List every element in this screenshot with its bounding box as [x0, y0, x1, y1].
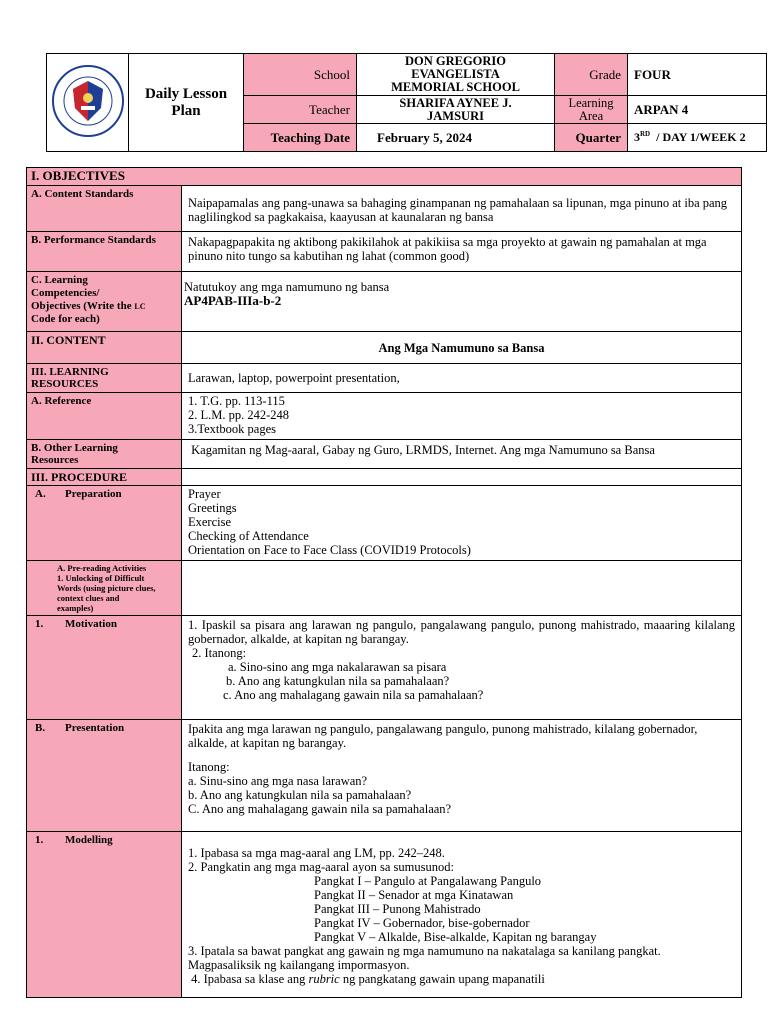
presentation-itanong: Itanong: [188, 760, 230, 774]
presentation-question: C. Ano ang mahalagang gawain nila sa pamahalaan? [188, 802, 452, 816]
header-table [46, 53, 767, 152]
presentation-label: B. Presentation [27, 720, 182, 832]
motivation-item: 1. Ipaskil sa pisara ang larawan ng pangulo, pangalawang pangulo, punong mahistrado, maaaring kilalang gobernador, alkalde, at kapitan ng barangay. [188, 618, 736, 646]
preparation-item: Exercise [188, 515, 232, 529]
school-label: School [244, 54, 357, 96]
group-item: Pangkat IV – Gobernador, bise-gobernador [314, 916, 530, 930]
procedure-heading: III. PROCEDURE [27, 469, 182, 486]
teacher-value: SHARIFA AYNEE J. JAMSURI [357, 96, 555, 124]
presentation-content [182, 720, 742, 832]
prereading-label: A. Pre-reading Activities 1. Unlocking of Difficult Words (using picture clues, context clues and examples) [27, 561, 182, 616]
modelling-content [182, 832, 742, 998]
motivation-item: 2. Itanong: [192, 646, 247, 660]
other-resources-label: B. Other Learning Resources [27, 440, 182, 469]
teacher-label: Teacher [244, 96, 357, 124]
school-value: DON GREGORIO EVANGELISTA MEMORIAL SCHOOL [357, 54, 555, 96]
quarter-label: Quarter [555, 124, 628, 152]
reference-item: 1. T.G. pp. 113-115 [188, 394, 285, 408]
other-resources-text: Kagamitan ng Mag-aaral, Gabay ng Guro, LRMDS, Internet. Ang mga Namumuno sa Bansa [182, 440, 742, 469]
lesson-plan-table [26, 167, 742, 998]
learning-area-label: Learning Area [555, 96, 628, 124]
competencies-label: C. Learning Competencies/ Objectives (Write the LC Code for each) [27, 272, 182, 332]
date-value: February 5, 2024 [357, 124, 555, 152]
performance-standards-label: B. Performance Standards [27, 232, 182, 272]
modelling-item: 2. Pangkatin ang mga mag-aaral ayon sa sumusunod: [188, 860, 454, 874]
motivation-content [182, 616, 742, 720]
group-item: Pangkat V – Alkalde, Bise-alkalde, Kapitan ng barangay [314, 930, 597, 944]
document-title: Daily Lesson Plan [144, 85, 228, 119]
presentation-question: a. Sinu-sino ang mga nasa larawan? [188, 774, 368, 788]
quarter-value: 3RD / DAY 1/WEEK 2 [628, 124, 767, 152]
reference-item: 3.Textbook pages [188, 422, 276, 436]
competencies-cell [182, 272, 742, 332]
logo-cell [47, 54, 129, 152]
objectives-heading: I. OBJECTIVES [27, 168, 742, 186]
motivation-question: b. Ano ang katungkulan nila sa pamahalaan? [226, 674, 450, 688]
modelling-item: 4. Ipabasa sa klase ang rubric ng pangkatang gawain upang mapanatili [188, 972, 545, 986]
title-cell [129, 54, 244, 152]
grade-label: Grade [555, 54, 628, 96]
learning-area-value: ARPAN 4 [628, 96, 767, 124]
motivation-question: a. Sino-sino ang mga nakalarawan sa pisara [228, 660, 447, 674]
preparation-list [182, 486, 742, 561]
preparation-item: Orientation on Face to Face Class (COVID19 Protocols) [188, 543, 471, 557]
motivation-label: 1. Motivation [27, 616, 182, 720]
content-label: II. CONTENT [27, 332, 182, 364]
learning-resources-label: III. LEARNING RESOURCES [27, 364, 182, 393]
modelling-item: 3. Ipatala sa bawat pangkat ang gawain ng mga namumuno na nakatalaga sa kanilang pangkat. Magpasaliksik ng kailangang impormasyon. [188, 944, 661, 972]
preparation-item: Prayer [188, 487, 221, 501]
modelling-label: 1. Modelling [27, 832, 182, 998]
preparation-item: Checking of Attendance [188, 529, 309, 543]
group-item: Pangkat II – Senador at mga Kinatawan [314, 888, 514, 902]
modelling-item: 1. Ipabasa sa mga mag-aaral ang LM, pp. 242–248. [188, 846, 445, 860]
preparation-label: A. Preparation [27, 486, 182, 561]
reference-item: 2. L.M. pp. 242-248 [188, 408, 290, 422]
group-item: Pangkat I – Pangulo at Pangalawang Pangulo [314, 874, 542, 888]
content-title: Ang Mga Namumuno sa Bansa [182, 332, 742, 364]
content-standards-text: Naipapamalas ang pang-unawa sa bahaging ginampanan ng pamahalaan sa lipunan, mga pinuno at iba pang naglilingkod sa pagkakaisa, kaayusan at kaunalaran ng bansa [182, 186, 742, 232]
content-standards-label: A. Content Standards [27, 186, 182, 232]
group-item: Pangkat III – Punong Mahistrado [314, 902, 481, 916]
competency-text: Natutukoy ang mga namumuno ng bansa [184, 280, 390, 294]
learning-resources-text: Larawan, laptop, powerpoint presentation, [182, 364, 742, 393]
motivation-question: c. Ano ang mahalagang gawain nila sa pamahalaan? [223, 688, 484, 702]
presentation-text: Ipakita ang mga larawan ng pangulo, pangalawang pangulo, punong mahistrado, kilalang gobernador, alkalde, at kapitan ng barangay. [188, 722, 698, 750]
preparation-item: Greetings [188, 501, 237, 515]
date-label: Teaching Date [244, 124, 357, 152]
presentation-question: b. Ano ang katungkulan nila sa pamahalaan? [188, 788, 412, 802]
performance-standards-text: Nakapagpapakita ng aktibong pakikilahok at pakikiisa sa mga proyekto at gawain ng pamahalan at mga pinuno nito tungo sa kabutihan ng lahat (common good) [182, 232, 742, 272]
reference-label: A. Reference [27, 393, 182, 440]
competency-code: AP4PAB-IIIa-b-2 [184, 293, 282, 308]
deped-seal-icon [51, 64, 125, 138]
reference-list [182, 393, 742, 440]
grade-value: FOUR [628, 54, 767, 96]
